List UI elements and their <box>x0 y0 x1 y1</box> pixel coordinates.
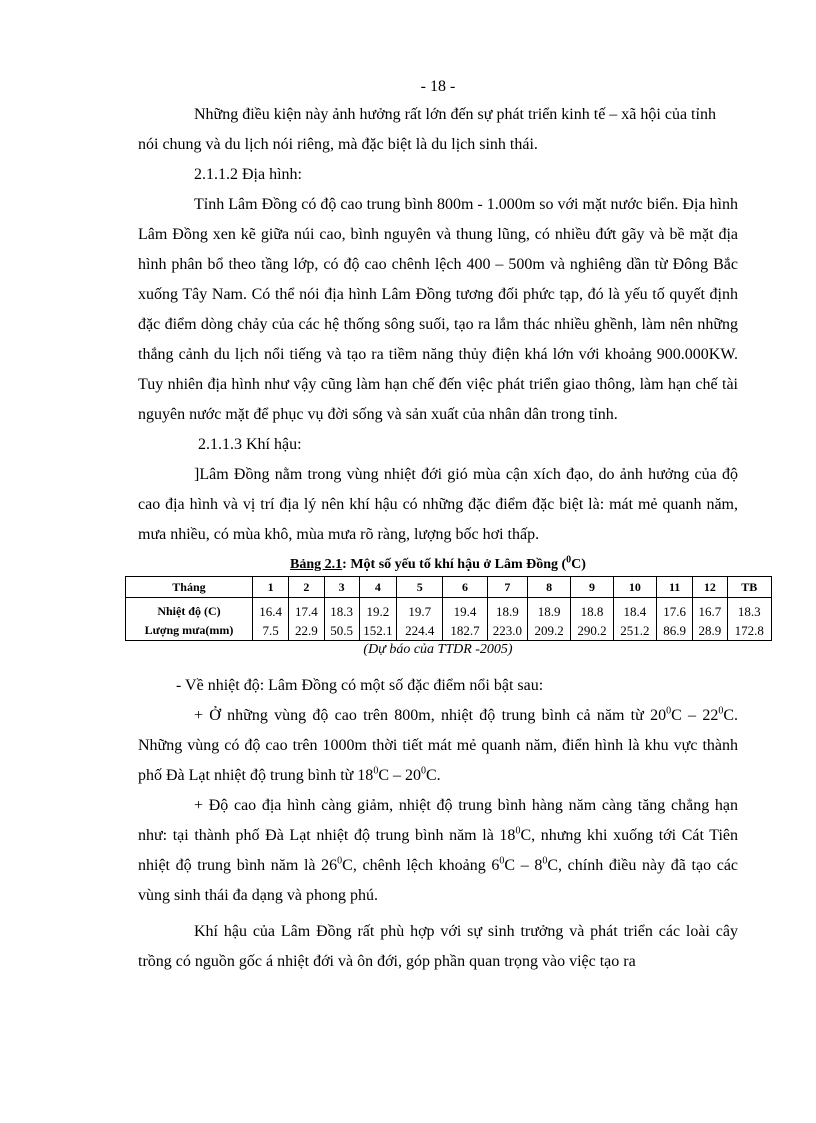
table-cell: 16.7 <box>693 598 727 622</box>
table-cell: 17.4 <box>289 598 324 622</box>
table-cell: 19.2 <box>359 598 396 622</box>
degree-sup: 0 <box>515 825 521 837</box>
table-cell: 18.3 <box>727 598 772 622</box>
month-header: 7 <box>487 577 527 598</box>
degree-sup: 0 <box>420 765 426 777</box>
degree-sup: 0 <box>718 705 724 717</box>
heading-terrain: 2.1.1.2 Địa hình: <box>194 166 302 183</box>
table-cell: 18.3 <box>324 598 359 622</box>
page-number: - 18 - <box>420 78 456 95</box>
text-fragment: + Độ cao địa hình càng giảm, nhiệt độ trung bình hàng năm càng tăng chẳng hạn như: tại thành phố Đà Lạt nhiệt độ trung bình năm là 18 <box>138 797 738 844</box>
text-fragment: C, chính điều này đã tạo các vùng sinh thái đa dạng và phong phú. <box>138 857 739 904</box>
table-cell: 7.5 <box>252 621 288 641</box>
table-cell: 172.8 <box>727 621 772 641</box>
table-row-temperature <box>126 598 772 622</box>
month-header: 12 <box>693 577 727 598</box>
table-cell: 16.4 <box>252 598 288 622</box>
document-page <box>138 74 764 977</box>
text-fragment: C – 22 <box>671 707 719 724</box>
month-header: 5 <box>397 577 443 598</box>
text-fragment: C, chênh lệch khoảng 6 <box>342 857 500 874</box>
degree-sup: 0 <box>499 855 505 867</box>
month-header: 11 <box>656 577 692 598</box>
month-header: TB <box>727 577 772 598</box>
paragraph-climate: ]Lâm Đồng nằm trong vùng nhiệt đới gió mùa cận xích đạo, do ảnh hưởng của độ cao địa hình và vị trí địa lý nên khí hậu có những đặc điểm đặc biệt là: mát mẻ quanh năm, mưa nhiều, có mùa khô, mùa mưa rõ ràng, lượng bốc hơi thấp. <box>138 466 738 543</box>
table-source: (Dự báo của TTDR -2005) <box>363 642 513 657</box>
table-cell: 290.2 <box>571 621 613 641</box>
degree-sup: 0 <box>542 855 548 867</box>
table-cell: 50.5 <box>324 621 359 641</box>
temperature-intro: - Về nhiệt độ: Lâm Đồng có một số đặc điểm nổi bật sau: <box>176 677 544 694</box>
month-header: 1 <box>252 577 288 598</box>
table-cell: 28.9 <box>693 621 727 641</box>
row-label-temperature: Nhiệt độ (C) <box>126 598 253 622</box>
table-caption-text: : Một số yếu tố khí hậu ở Lâm Đồng ( <box>342 557 567 572</box>
table-cell: 224.4 <box>397 621 443 641</box>
table-cell: 223.0 <box>487 621 527 641</box>
table-cell: 18.9 <box>487 598 527 622</box>
heading-climate: 2.1.1.3 Khí hậu: <box>198 436 302 453</box>
month-header: 4 <box>359 577 396 598</box>
paragraph-temperature-2 <box>138 791 738 911</box>
month-header: 9 <box>571 577 613 598</box>
table-cell: 17.6 <box>656 598 692 622</box>
table-cell: 18.9 <box>528 598 571 622</box>
table-caption-label: Bảng 2.1 <box>290 557 343 572</box>
paragraph-last: Khí hậu của Lâm Đồng rất phù hợp với sự sinh trưởng và phát triển các loài cây trồng có nguồn gốc á nhiệt đới và ôn đới, góp phần quan trọng vào việc tạo ra <box>138 923 738 970</box>
degree-sup: 0 <box>337 855 343 867</box>
month-header: 3 <box>324 577 359 598</box>
table-caption-sup: 0 <box>566 554 572 566</box>
header-label: Tháng <box>126 577 253 598</box>
table-cell: 19.7 <box>397 598 443 622</box>
degree-sup: 0 <box>666 705 672 717</box>
text-fragment: C. Những vùng có độ cao trên 1000m thời tiết mát mẻ quanh năm, điển hình là khu vực thành phố Đà Lạt nhiệt độ trung bình từ 18 <box>138 707 739 784</box>
table-cell: 152.1 <box>359 621 396 641</box>
table-row-rainfall <box>126 621 772 641</box>
paragraph-temperature-1 <box>138 701 738 791</box>
table-header-row <box>126 577 772 598</box>
text-fragment: + Ở những vùng độ cao trên 800m, nhiệt độ trung bình cả năm từ 20 <box>194 707 667 724</box>
table-cell: 209.2 <box>528 621 571 641</box>
table-cell: 182.7 <box>443 621 487 641</box>
month-header: 10 <box>613 577 656 598</box>
paragraph-terrain: Tỉnh Lâm Đồng có độ cao trung bình 800m - 1.000m so với mặt nước biển. Địa hình Lâm Đồng xen kẽ giữa núi cao, bình nguyên và thung lũng, có nhiều đứt gãy và bề mặt địa hình phân bổ theo tầng lớp, có độ cao chênh lệch 400 – 500m và nghiêng dần từ Đông Bắc xuống Tây Nam. Có thể nói địa hình Lâm Đồng tương đối phức tạp, đó là yếu tố quyết định đặc điểm dòng chảy của các hệ thống sông suối, tạo ra lắm thác nhiều ghềnh, làm nên những thắng cảnh du lịch nổi tiếng và tạo ra tiềm năng thủy điện khá lớn với khoảng 900.000KW. Tuy nhiên địa hình như vậy cũng làm hạn chế đến việc phát triển giao thông, làm hạn chế tài nguyên nước mặt để phục vụ đời sống và sản xuất của nhân dân trong tỉnh. <box>138 196 738 423</box>
paragraph-intro: Những điều kiện này ảnh hưởng rất lớn đến sự phát triển kinh tế – xã hội của tỉnh nói chung và du lịch nói riêng, mà đặc biệt là du lịch sinh thái. <box>138 106 716 153</box>
degree-sup: 0 <box>373 765 379 777</box>
row-label-rainfall: Lượng mưa(mm) <box>126 621 253 641</box>
text-fragment: C. <box>425 767 441 784</box>
table-cell: 18.4 <box>613 598 656 622</box>
month-header: 6 <box>443 577 487 598</box>
table-cell: 251.2 <box>613 621 656 641</box>
month-header: 2 <box>289 577 324 598</box>
text-fragment: C – 8 <box>504 857 543 874</box>
month-header: 8 <box>528 577 571 598</box>
table-caption-end: C) <box>571 557 586 572</box>
table-caption <box>138 554 738 576</box>
text-fragment: C – 20 <box>378 767 421 784</box>
text-fragment: C, nhưng khi xuống tới Cát Tiên nhiệt độ trung bình năm là 26 <box>138 827 739 874</box>
climate-table <box>125 576 772 641</box>
table-cell: 19.4 <box>443 598 487 622</box>
table-cell: 18.8 <box>571 598 613 622</box>
table-cell: 22.9 <box>289 621 324 641</box>
table-cell: 86.9 <box>656 621 692 641</box>
